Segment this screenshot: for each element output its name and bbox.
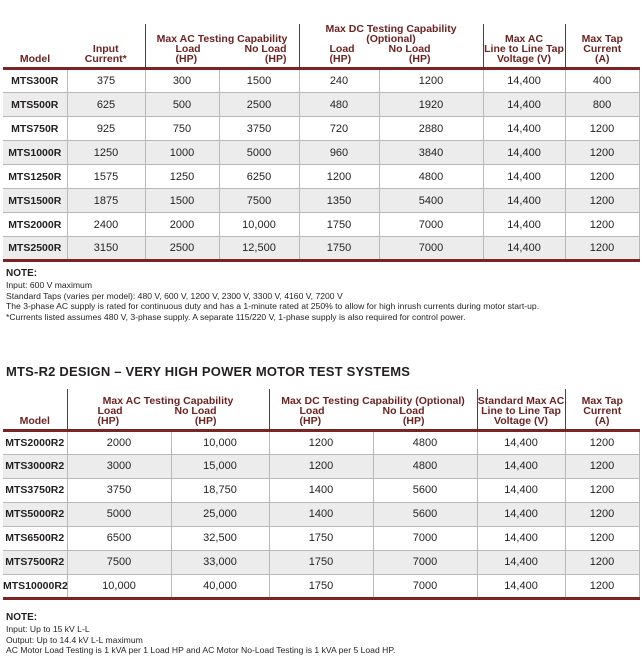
value-cell: 25,000 — [171, 502, 269, 526]
value-cell: 7000 — [373, 574, 477, 598]
table-row — [3, 93, 639, 117]
value-cell: 1750 — [299, 213, 379, 237]
value-cell: 1750 — [269, 574, 373, 598]
value-cell: 7000 — [379, 213, 483, 237]
value-cell: 925 — [67, 117, 145, 141]
value-cell: 1400 — [269, 478, 373, 502]
value-cell: 6250 — [219, 165, 299, 189]
value-cell: 14,400 — [477, 574, 565, 598]
model-cell: MTS5000R2 — [3, 502, 67, 526]
table-row — [3, 141, 639, 165]
value-cell: 10,000 — [67, 574, 171, 598]
value-cell: 2500 — [145, 237, 219, 261]
value-cell: 1200 — [565, 550, 639, 574]
value-cell: 1200 — [565, 189, 639, 213]
value-cell: 1200 — [565, 213, 639, 237]
value-cell: 7000 — [379, 237, 483, 261]
note-line: AC Motor Load Testing is 1 kVA per 1 Load HP and AC Motor No-Load Testing is 1 kVA per 5 Load HP. — [6, 645, 396, 656]
value-cell: 1250 — [145, 165, 219, 189]
value-cell: 750 — [145, 117, 219, 141]
value-cell: 400 — [565, 69, 639, 93]
table-row — [3, 165, 639, 189]
value-cell: 5000 — [67, 502, 171, 526]
value-cell: 10,000 — [171, 430, 269, 454]
value-cell: 3750 — [219, 117, 299, 141]
table-row — [3, 478, 639, 502]
table-row — [3, 502, 639, 526]
value-cell: 1500 — [219, 69, 299, 93]
value-cell: 480 — [299, 93, 379, 117]
table-row — [3, 526, 639, 550]
header-ac-testing: Max AC Testing Capability Load No Load (HP) (HP) — [145, 24, 299, 69]
value-cell: 14,400 — [477, 502, 565, 526]
value-cell: 1200 — [565, 430, 639, 454]
value-cell: 1750 — [269, 550, 373, 574]
value-cell: 14,400 — [477, 430, 565, 454]
value-cell: 1575 — [67, 165, 145, 189]
value-cell: 800 — [565, 93, 639, 117]
value-cell: 14,400 — [483, 141, 565, 165]
value-cell: 375 — [67, 69, 145, 93]
value-cell: 1250 — [67, 141, 145, 165]
value-cell: 4800 — [373, 430, 477, 454]
value-cell: 7000 — [373, 550, 477, 574]
mts-r-spec-table — [3, 24, 640, 262]
note-line: Standard Taps (varies per model): 480 V, 600 V, 1200 V, 2300 V, 3300 V, 4160 V, 7200 V — [6, 290, 343, 301]
model-cell: MTS750R — [3, 117, 67, 141]
value-cell: 2500 — [219, 93, 299, 117]
value-cell: 1200 — [565, 502, 639, 526]
value-cell: 1200 — [565, 141, 639, 165]
value-cell: 1200 — [565, 526, 639, 550]
value-cell: 2000 — [145, 213, 219, 237]
model-cell: MTS500R — [3, 93, 67, 117]
value-cell: 1200 — [299, 165, 379, 189]
value-cell: 625 — [67, 93, 145, 117]
model-cell: MTS10000R2 — [3, 574, 67, 598]
value-cell: 1000 — [145, 141, 219, 165]
value-cell: 5600 — [373, 478, 477, 502]
value-cell: 14,400 — [483, 213, 565, 237]
table-row — [3, 454, 639, 478]
value-cell: 1750 — [269, 526, 373, 550]
value-cell: 5000 — [219, 141, 299, 165]
table-row — [3, 69, 639, 93]
table-header-row — [3, 24, 639, 69]
model-cell: MTS1250R — [3, 165, 67, 189]
value-cell: 32,500 — [171, 526, 269, 550]
note-block-1 — [6, 268, 539, 322]
value-cell: 33,000 — [171, 550, 269, 574]
model-cell: MTS2000R2 — [3, 430, 67, 454]
header-model: Model — [3, 389, 67, 430]
value-cell: 960 — [299, 141, 379, 165]
value-cell: 1875 — [67, 189, 145, 213]
mts-r2-spec-table — [3, 389, 640, 600]
header-dc-testing: Max DC Testing Capability (Optional) Load No Load (HP) (HP) — [299, 24, 483, 69]
value-cell: 3000 — [67, 454, 171, 478]
model-cell: MTS6500R2 — [3, 526, 67, 550]
value-cell: 240 — [299, 69, 379, 93]
model-cell: MTS2000R — [3, 213, 67, 237]
value-cell: 1200 — [565, 454, 639, 478]
header-max-tap-current: Max Tap Current (A) — [565, 389, 639, 430]
note-line: Output: Up to 14.4 kV L-L maximum — [6, 634, 143, 645]
value-cell: 12,500 — [219, 237, 299, 261]
value-cell: 14,400 — [483, 237, 565, 261]
value-cell: 5400 — [379, 189, 483, 213]
note-line: Input: Up to 15 kV L-L — [6, 624, 90, 634]
value-cell: 10,000 — [219, 213, 299, 237]
value-cell: 14,400 — [477, 478, 565, 502]
note-line: The 3-phase AC supply is rated for continuous duty and has a 1-minute rated at 250% to allow for high inrush currents during motor start-up. — [6, 301, 540, 312]
value-cell: 40,000 — [171, 574, 269, 598]
value-cell: 1200 — [565, 165, 639, 189]
value-cell: 300 — [145, 69, 219, 93]
table-row — [3, 550, 639, 574]
value-cell: 7500 — [219, 189, 299, 213]
value-cell: 2880 — [379, 117, 483, 141]
table-row — [3, 117, 639, 141]
value-cell: 4800 — [379, 165, 483, 189]
header-input-current: Input Current* — [67, 24, 145, 69]
note-line: *Currents listed assumes 480 V, 3-phase supply. A separate 115/220 V, 1-phase supply is also required for control power. — [6, 311, 466, 322]
value-cell: 1350 — [299, 189, 379, 213]
value-cell: 1200 — [269, 430, 373, 454]
model-cell: MTS3000R2 — [3, 454, 67, 478]
value-cell: 14,400 — [483, 93, 565, 117]
value-cell: 1200 — [269, 454, 373, 478]
value-cell: 3750 — [67, 478, 171, 502]
note-block-2 — [6, 612, 395, 656]
value-cell: 1500 — [145, 189, 219, 213]
value-cell: 720 — [299, 117, 379, 141]
table-row — [3, 430, 639, 454]
value-cell: 2000 — [67, 430, 171, 454]
table-row — [3, 237, 639, 261]
model-cell: MTS1000R — [3, 141, 67, 165]
table-row — [3, 574, 639, 598]
value-cell: 500 — [145, 93, 219, 117]
value-cell: 1200 — [565, 117, 639, 141]
value-cell: 2400 — [67, 213, 145, 237]
value-cell: 1920 — [379, 93, 483, 117]
model-cell: MTS3750R2 — [3, 478, 67, 502]
model-cell: MTS1500R — [3, 189, 67, 213]
section-title: MTS-R2 DESIGN – VERY HIGH POWER MOTOR TEST SYSTEMS — [6, 364, 411, 379]
value-cell: 1400 — [269, 502, 373, 526]
value-cell: 14,400 — [477, 526, 565, 550]
header-ac-testing: Max AC Testing Capability Load No Load (HP) (HP) — [67, 389, 269, 430]
table-row — [3, 213, 639, 237]
header-max-ac-voltage: Max AC Line to Line Tap Voltage (V) — [483, 24, 565, 69]
note-title: NOTE: — [6, 268, 38, 279]
value-cell: 6500 — [67, 526, 171, 550]
header-model: Model — [3, 24, 67, 69]
header-max-tap-current: Max Tap Current (A) — [565, 24, 639, 69]
value-cell: 14,400 — [483, 69, 565, 93]
model-cell: MTS7500R2 — [3, 550, 67, 574]
value-cell: 14,400 — [477, 550, 565, 574]
value-cell: 3840 — [379, 141, 483, 165]
value-cell: 18,750 — [171, 478, 269, 502]
table-row — [3, 189, 639, 213]
header-dc-testing: Max DC Testing Capability (Optional) Load No Load (HP) (HP) — [269, 389, 477, 430]
value-cell: 7000 — [373, 526, 477, 550]
model-cell: MTS2500R — [3, 237, 67, 261]
note-line: Input: 600 V maximum — [6, 280, 92, 290]
note-title: NOTE: — [6, 612, 38, 623]
value-cell: 14,400 — [477, 454, 565, 478]
value-cell: 14,400 — [483, 165, 565, 189]
table-header-row — [3, 389, 639, 430]
value-cell: 1200 — [565, 478, 639, 502]
value-cell: 7500 — [67, 550, 171, 574]
value-cell: 1200 — [379, 69, 483, 93]
value-cell: 1200 — [565, 237, 639, 261]
model-cell: MTS300R — [3, 69, 67, 93]
value-cell: 3150 — [67, 237, 145, 261]
value-cell: 1750 — [299, 237, 379, 261]
header-std-max-ac-voltage: Standard Max AC Line to Line Tap Voltage (V) — [477, 389, 565, 430]
value-cell: 15,000 — [171, 454, 269, 478]
value-cell: 4800 — [373, 454, 477, 478]
value-cell: 5600 — [373, 502, 477, 526]
value-cell: 14,400 — [483, 189, 565, 213]
value-cell: 14,400 — [483, 117, 565, 141]
value-cell: 1200 — [565, 574, 639, 598]
